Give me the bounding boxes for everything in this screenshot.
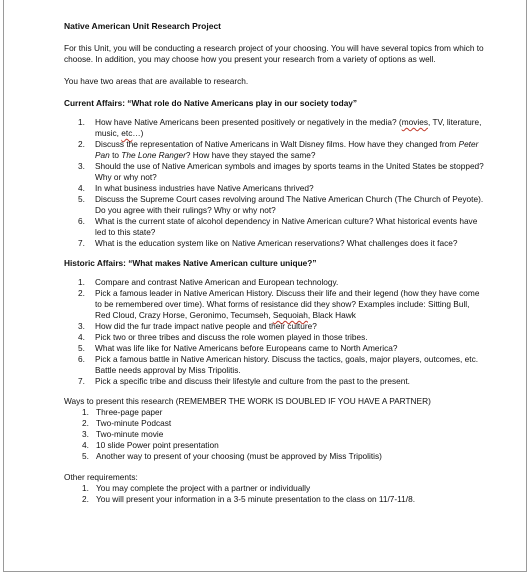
list-item bbox=[78, 183, 484, 194]
list-item bbox=[78, 354, 484, 376]
list-number: 7. bbox=[78, 238, 85, 248]
list-number: 5. bbox=[78, 343, 85, 353]
list-item bbox=[78, 288, 484, 321]
list-item bbox=[78, 194, 484, 216]
list-number: 2. bbox=[78, 139, 85, 149]
list-number: 6. bbox=[78, 354, 85, 364]
historic-affairs-heading: Historic Affairs: “What makes Native American culture unique?” bbox=[64, 258, 317, 268]
list-text: Three-page paper bbox=[96, 407, 163, 417]
list-item bbox=[82, 407, 484, 418]
list-text: Discuss the Supreme Court cases revolving around The Native American Church (The Church of Peyote). Do you agree with their rulings? Why or why not? bbox=[95, 194, 484, 215]
list-text: Pick two or three tribes and discuss the role women played in those tribes. bbox=[95, 332, 368, 342]
current-affairs-list bbox=[78, 117, 484, 249]
list-text: What is the education system like on Native American reservations? What challenges does it face? bbox=[95, 238, 458, 248]
list-text: How have Native Americans been presented positively or negatively in the media? ( bbox=[95, 117, 402, 127]
list-number: 1. bbox=[78, 277, 85, 287]
list-number: 3. bbox=[78, 321, 85, 331]
document-body bbox=[64, 21, 484, 515]
list-text: ? How have they stayed the same? bbox=[185, 150, 316, 160]
list-text: You may complete the project with a partner or individually bbox=[96, 483, 311, 493]
list-item bbox=[82, 483, 484, 494]
list-text: Compare and contrast Native American and European technology. bbox=[95, 277, 339, 287]
list-text: , TV, literature, music, bbox=[95, 117, 482, 138]
list-item bbox=[82, 418, 484, 429]
list-item bbox=[78, 117, 484, 139]
other-requirements-list bbox=[82, 483, 484, 505]
film-title: The Lone Ranger bbox=[121, 150, 186, 160]
list-number: 3. bbox=[82, 429, 89, 439]
areas-intro: You have two areas that are available to research. bbox=[64, 76, 249, 86]
list-number: 2. bbox=[82, 418, 89, 428]
misspelled-word: etc bbox=[121, 128, 133, 138]
intro-paragraph: For this Unit, you will be conducting a research project of your choosing. You will have several topics from which to choose. In addition, you may choose how you present your research from a variety of options as well. bbox=[64, 43, 484, 64]
list-text: Two-minute Podcast bbox=[96, 418, 172, 428]
list-text: What is the current state of alcohol dependency in Native American culture? What historical events have led to this state? bbox=[95, 216, 478, 237]
list-item bbox=[78, 161, 484, 183]
list-item bbox=[78, 343, 484, 354]
list-text: Should the use of Native American symbols and images by sports teams in the United States be stopped? Why or why not? bbox=[95, 161, 484, 182]
document-title: Native American Unit Research Project bbox=[64, 21, 221, 31]
list-text: Discuss the representation of Native Americans in Walt Disney films. How have they changed from bbox=[95, 139, 459, 149]
list-number: 4. bbox=[82, 440, 89, 450]
list-number: 4. bbox=[78, 183, 85, 193]
list-item bbox=[82, 429, 484, 440]
list-text: 10 slide Power point presentation bbox=[96, 440, 219, 450]
list-text: Pick a famous leader in Native American History. Discuss their life and their legend (how they have come to be remembered over time). What forms of resistance did they show? Examples include: Sitting Bull, Red Cloud, Crazy Horse, Geronimo, Tecumseh, bbox=[95, 288, 480, 320]
list-item bbox=[78, 376, 484, 387]
list-text: In what business industries have Native Americans thrived? bbox=[95, 183, 314, 193]
list-text: Another way to present of your choosing (must be approved by Miss Tripolitis) bbox=[96, 451, 382, 461]
list-item bbox=[78, 238, 484, 249]
list-number: 7. bbox=[78, 376, 85, 386]
film-title: Peter Pan bbox=[95, 139, 479, 160]
list-text: You will present your information in a 3-5 minute presentation to the class on 11/7-11/8. bbox=[96, 494, 416, 504]
list-number: 3. bbox=[78, 161, 85, 171]
list-item bbox=[82, 440, 484, 451]
list-text: to bbox=[109, 150, 122, 160]
presentation-options-list bbox=[82, 407, 484, 462]
list-number: 6. bbox=[78, 216, 85, 226]
list-item bbox=[78, 332, 484, 343]
list-item bbox=[82, 451, 484, 462]
list-text: …) bbox=[132, 128, 144, 138]
misspelled-word: movies bbox=[401, 117, 428, 127]
list-number: 5. bbox=[78, 194, 85, 204]
list-number: 2. bbox=[78, 288, 85, 298]
list-text: Pick a famous battle in Native American history. Discuss the tactics, goals, major players, outcomes, etc. Battle needs approval by Miss Tripolitis. bbox=[95, 354, 479, 375]
list-item bbox=[78, 321, 484, 332]
list-number: 4. bbox=[78, 332, 85, 342]
list-item bbox=[78, 216, 484, 238]
misspelled-word: Sequoiah bbox=[272, 310, 308, 320]
historic-affairs-list bbox=[78, 277, 484, 387]
presentation-options-heading: Ways to present this research (REMEMBER THE WORK IS DOUBLED IF YOU HAVE A PARTNER) bbox=[64, 396, 431, 406]
list-text: Pick a specific tribe and discuss their lifestyle and culture from the past to the present. bbox=[95, 376, 410, 386]
list-item bbox=[78, 139, 484, 161]
list-text: How did the fur trade impact native people and their culture? bbox=[95, 321, 317, 331]
list-number: 1. bbox=[82, 407, 89, 417]
list-number: 5. bbox=[82, 451, 89, 461]
other-requirements-heading: Other requirements: bbox=[64, 472, 138, 482]
list-number: 1. bbox=[78, 117, 85, 127]
list-text: What was life like for Native Americans before Europeans came to North America? bbox=[95, 343, 398, 353]
current-affairs-heading: Current Affairs: “What role do Native Americans play in our society today” bbox=[64, 98, 358, 108]
list-number: 2. bbox=[82, 494, 89, 504]
document-page bbox=[3, 0, 527, 572]
list-text: , Black Hawk bbox=[307, 310, 356, 320]
list-item bbox=[82, 494, 484, 505]
list-text: Two-minute movie bbox=[96, 429, 164, 439]
list-item bbox=[78, 277, 484, 288]
list-number: 1. bbox=[82, 483, 89, 493]
